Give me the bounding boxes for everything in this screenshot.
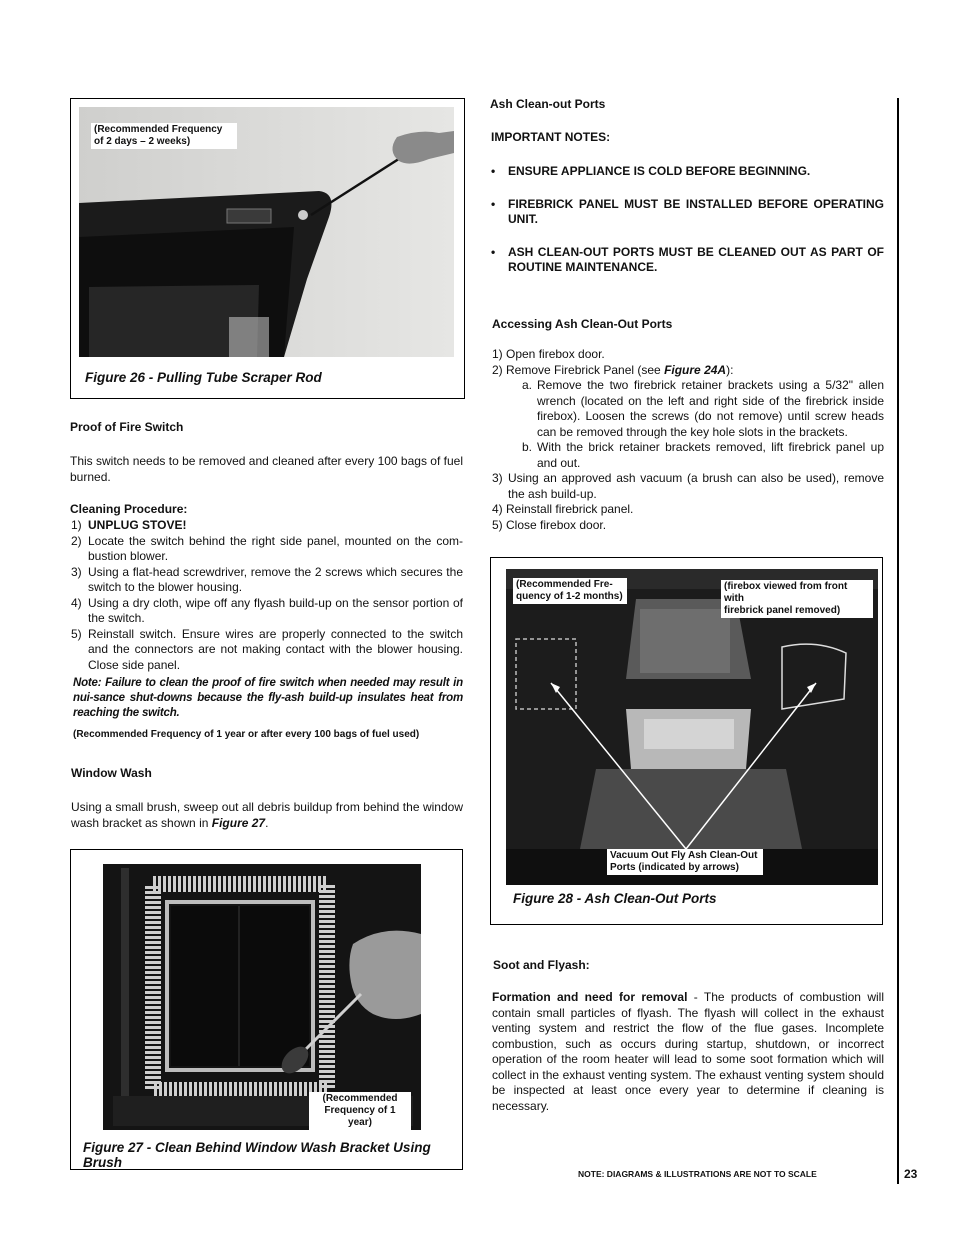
figure-28-view-note: (firebox viewed from front with firebrick panel removed)	[721, 580, 873, 618]
access-step-3-number: 3)	[492, 471, 503, 485]
access-step-3	[492, 471, 884, 502]
step-3	[70, 565, 463, 596]
step-5-text: Reinstall switch. Ensure wires are properly connected to the switch and the connectors are not making contact with the blower housing. Close side panel.	[88, 626, 463, 672]
figure-27-photo	[103, 864, 421, 1130]
figure-28-vacuum-note: Vacuum Out Fly Ash Clean-Out Ports (indicated by arrows)	[607, 849, 763, 875]
window-wash-heading: Window Wash	[71, 766, 152, 780]
proof-note: Note: Failure to clean the proof of fire switch when needed may result in nui-sance shut-downs because the fly-ash build-up insulates heat from reaching the switch.	[73, 677, 463, 719]
figure-28-frequency-note: (Recommended Fre- quency of 1-2 months)	[513, 578, 627, 604]
window-wash-figure-ref: Figure 27	[211, 815, 266, 830]
access-step-2b	[492, 440, 884, 471]
bullet-maintenance-text: ASH CLEAN-OUT PORTS MUST BE CLEANED OUT AS PART OF ROUTINE MAINTENANCE.	[508, 244, 884, 274]
access-step-2	[492, 363, 884, 379]
window-wash-text-body: Using a small brush, sweep out all debris buildup from behind the window wash bracket as shown in	[71, 800, 463, 830]
step-4	[70, 596, 463, 627]
step-1	[70, 518, 463, 534]
step-2-number: 2)	[71, 533, 82, 548]
bullet-firebrick-text: FIREBRICK PANEL MUST BE INSTALLED BEFORE OPERATING UNIT.	[508, 196, 884, 226]
step-4-text: Using a dry cloth, wipe off any flyash build-up on the sensor portion of the switch.	[88, 595, 463, 625]
window-wash-text-end: .	[265, 815, 269, 830]
figure-26-caption: Figure 26 - Pulling Tube Scraper Rod	[85, 370, 322, 385]
access-step-2b-label: b.	[522, 440, 533, 454]
important-bullets	[491, 164, 884, 276]
window-wash-text	[71, 800, 463, 831]
proof-heading: Proof of Fire Switch	[70, 420, 184, 434]
step-4-number: 4)	[71, 595, 82, 610]
ash-heading: Ash Clean-out Ports	[490, 97, 606, 111]
access-step-2b-text: With the brick retainer brackets removed, lift firebrick panel up and out.	[537, 440, 884, 470]
step-3-text: Using a flat-head screwdriver, remove the 2 screws which secures the switch to the blower housing.	[88, 564, 463, 594]
cleaning-heading: Cleaning Procedure:	[70, 502, 188, 516]
page-number: 23	[904, 1167, 918, 1181]
figure-26	[70, 98, 465, 399]
proof-frequency: (Recommended Frequency of 1 year or after every 100 bags of fuel used)	[73, 729, 420, 740]
soot-body: - The products of combustion will contain small particles of flyash. The flyash will collect in the exhaust venting system and restrict the flow of the flue gases. Incomplete combustion, such as occurs during startup, shutdown, or incorrect operation of the room heater will lead to some soot formation which will collect in the exhaust venting system. The exhaust venting system should be inspected at least once every year to determine if cleaning is necessary.	[492, 990, 884, 1113]
soot-text	[492, 990, 884, 1114]
step-5-number: 5)	[71, 626, 82, 641]
accessing-heading: Accessing Ash Clean-Out Ports	[492, 317, 673, 331]
bullet-cold-text: ENSURE APPLIANCE IS COLD BEFORE BEGINNING.	[508, 164, 811, 178]
figure-28-caption: Figure 28 - Ash Clean-Out Ports	[513, 891, 717, 906]
figure-27-frequency-note: (Recommended Frequency of 1 year)	[309, 1092, 411, 1130]
footer-note: NOTE: DIAGRAMS & ILLUSTRATIONS ARE NOT TO SCALE	[578, 1169, 817, 1179]
access-step-2a-text: Remove the two firebrick retainer brackets using a 5/32" allen wrench (located on the left and right side of the firebrick inside firebox). Loosen the screws (do not remove) until screw heads can be removed through the key hole slots in the brackets.	[537, 378, 884, 439]
access-step-3-text: Using an approved ash vacuum (a brush can also be used), remove the ash build-up.	[508, 471, 884, 501]
figure-26-frequency-note: (Recommended Frequency of 2 days – 2 weeks)	[91, 123, 237, 149]
figure-28	[490, 557, 883, 925]
column-rule	[897, 98, 899, 1184]
soot-heading: Soot and Flyash:	[493, 958, 590, 972]
bullet-cold: • ENSURE APPLIANCE IS COLD BEFORE BEGINNING.	[491, 164, 884, 180]
important-notes-heading: IMPORTANT NOTES:	[491, 130, 611, 144]
access-step-5: 5) Close firebox door.	[492, 517, 607, 532]
figure-27-caption: Figure 27 - Clean Behind Window Wash Bracket Using Brush	[83, 1140, 431, 1170]
window-wash-illustration	[103, 864, 421, 1130]
figure-27	[70, 849, 463, 1170]
step-2-text: Locate the switch behind the right side panel, mounted on the com-bustion blower.	[88, 533, 463, 563]
access-step-4: 4) Reinstall firebrick panel.	[492, 502, 634, 516]
soot-lead: Formation and need for removal	[492, 990, 688, 1004]
bullet-maintenance: • ASH CLEAN-OUT PORTS MUST BE CLEANED OUT AS PART OF ROUTINE MAINTENANCE.	[491, 244, 884, 274]
step-1-number: 1)	[71, 518, 82, 532]
access-step-1: 1) Open firebox door.	[492, 347, 605, 361]
access-step-2-end: ):	[726, 362, 734, 377]
cleaning-steps	[70, 518, 463, 673]
step-5	[70, 627, 463, 674]
proof-intro: This switch needs to be removed and cleaned after every 100 bags of fuel burned.	[70, 454, 463, 484]
access-step-2-figure-ref: Figure 24A	[664, 362, 727, 377]
step-3-number: 3)	[71, 564, 82, 579]
bullet-firebrick: • FIREBRICK PANEL MUST BE INSTALLED BEFORE OPERATING UNIT.	[491, 196, 884, 226]
access-step-2-text: 2) Remove Firebrick Panel (see	[492, 362, 665, 377]
access-step-2a	[492, 378, 884, 440]
step-1-text: UNPLUG STOVE!	[88, 518, 187, 532]
step-2	[70, 534, 463, 565]
accessing-steps	[492, 347, 884, 533]
access-step-2a-label: a.	[522, 378, 533, 392]
